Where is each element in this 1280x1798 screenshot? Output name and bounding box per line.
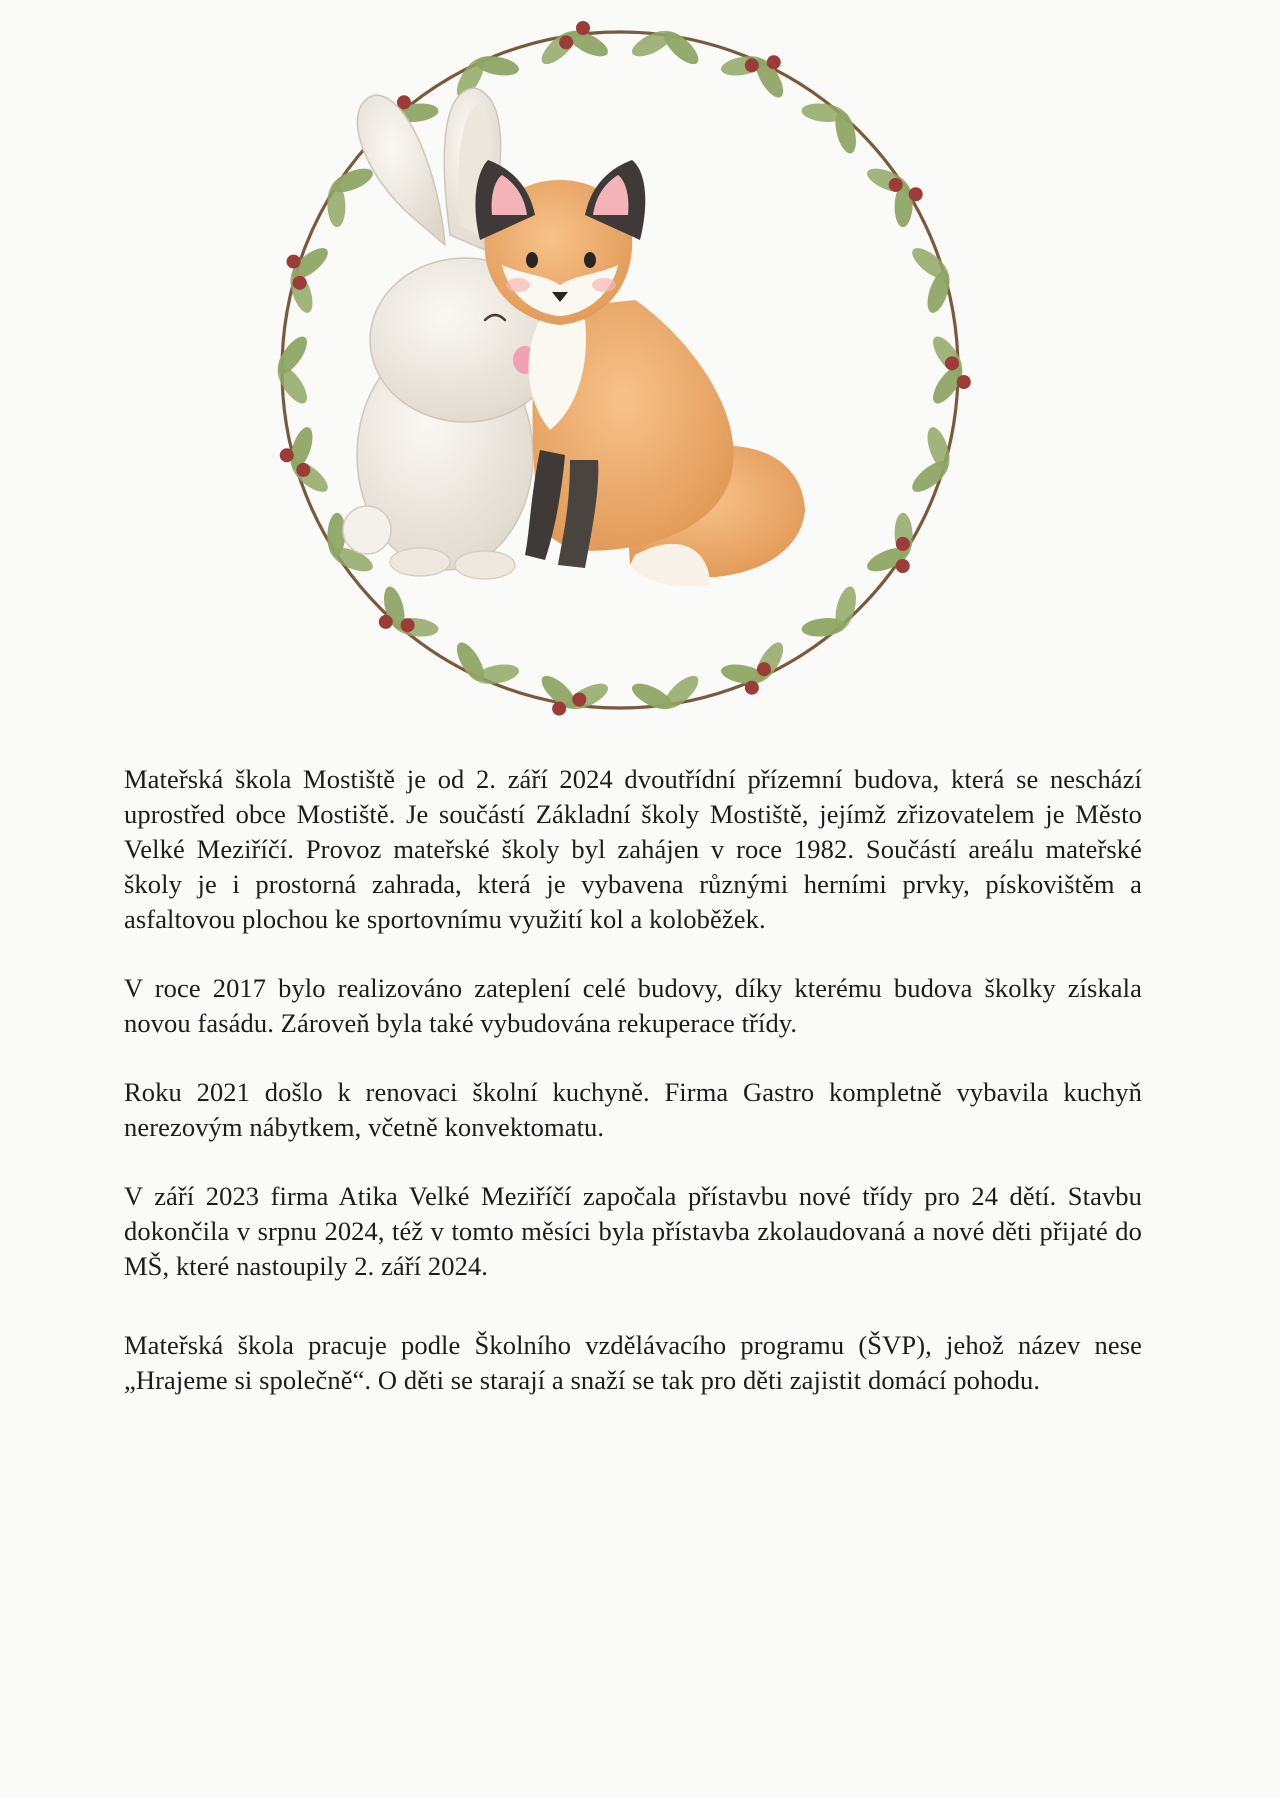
bunny-icon xyxy=(343,88,560,579)
document-body xyxy=(124,762,1142,1432)
paragraph-insulation: V roce 2017 bylo realizováno zateplení celé budovy, díky kterému budova školky získala novou fasádu. Zároveň byla také vybudována rekuperace třídy. xyxy=(124,973,1142,1038)
wreath-illustration xyxy=(240,10,1000,730)
paragraph-kitchen: Roku 2021 došlo k renovaci školní kuchyně. Firma Gastro kompletně vybavila kuchyň nerezovým nábytkem, včetně konvektomatu. xyxy=(124,1077,1142,1142)
paragraph-intro: Mateřská škola Mostiště je od 2. září 2024 dvoutřídní přízemní budova, která se neschází uprostřed obce Mostiště. Je součástí Základní školy Mostiště, jejímž zřizovatelem je Město Velké Meziříčí. Provoz mateřské školy byl zahájen v roce 1982. Součástí areálu mateřské školy je i prostorná zahrada, která je vybavena různými herními prvky, pískovištěm a asfaltovou plochou ke sportovnímu využití kol a koloběžek. xyxy=(124,764,1142,934)
paragraph-program: Mateřská škola pracuje podle Školního vzdělávacího programu (ŠVP), jehož název nese „Hrajeme si společně“. O děti se starají a snaží se tak pro děti zajistit domácí pohodu. xyxy=(124,1330,1142,1395)
paragraph-extension: V září 2023 firma Atika Velké Meziříčí započala přístavbu nové třídy pro 24 dětí. Stavbu dokončila v srpnu 2024, též v tomto měsíci byla přístavba zkolaudovaná a nové děti přijaté do MŠ, které nastoupily 2. září 2024. xyxy=(124,1181,1142,1281)
